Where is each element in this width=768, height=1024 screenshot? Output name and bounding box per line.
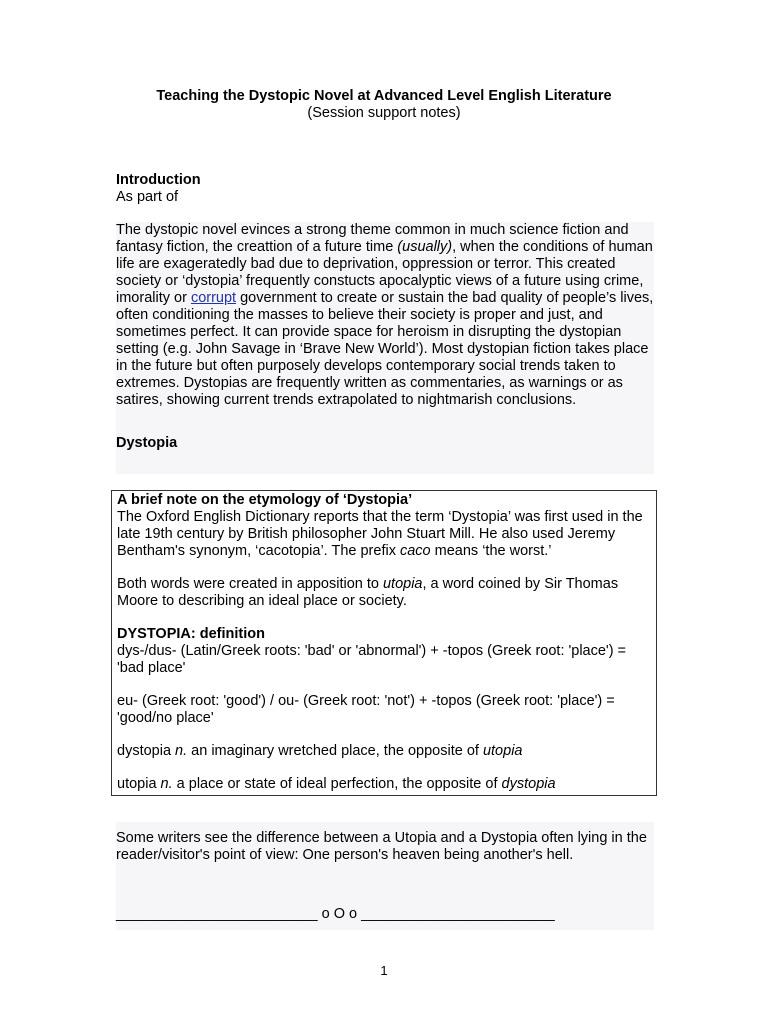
intro-text-1: The dystopic novel evinces a strong theme common in much science fiction and fantasy fiction, the creattion of a future time — [116, 222, 629, 255]
closing-section — [116, 822, 654, 930]
document-title: Teaching the Dystopic Novel at Advanced Level English Literature — [156, 88, 612, 104]
def-dystopia-text: an imaginary wretched place, the opposite of — [187, 743, 483, 759]
def-utopia-opposite: dystopia — [501, 776, 556, 792]
introduction-body — [116, 222, 654, 474]
definition-line-dystopia-roots: dys-/dus- (Latin/Greek roots: 'bad' or 'abnormal') + -topos (Greek root: 'place') = 'bad place' — [117, 643, 627, 676]
definition-line-utopia-roots: eu- (Greek root: 'good') / ou- (Greek root: 'not') + -topos (Greek root: 'place') = 'good/no place' — [117, 693, 615, 726]
def-dystopia-pos: n. — [175, 743, 188, 759]
definition-dystopia — [117, 743, 656, 760]
etym-p1-text: The Oxford English Dictionary reports that the term ‘Dystopia’ was first used in the late 19th century by British philosopher John Stuart Mill. He also used Jeremy Bentham's synonym, ‘cacotopia’. The prefix — [117, 509, 643, 559]
etymology-heading: A brief note on the etymology of ‘Dystopia’ — [117, 492, 413, 508]
etymology-paragraph-1 — [117, 509, 656, 560]
dystopia-heading: Dystopia — [116, 435, 178, 451]
etym-p1-italic: caco — [399, 543, 431, 559]
definition-heading: DYSTOPIA: definition — [117, 626, 265, 642]
introduction-paragraph — [116, 222, 654, 409]
introduction-header — [116, 172, 656, 206]
def-utopia-word: utopia — [117, 776, 157, 792]
etym-p2-italic: utopia — [382, 576, 423, 592]
def-utopia-pos: n. — [160, 776, 173, 792]
etym-p2-text: Both words were created in apposition to — [117, 576, 383, 592]
definition-utopia — [117, 776, 656, 793]
document-subtitle: (Session support notes) — [307, 105, 461, 121]
etymology-paragraph-2 — [117, 576, 656, 610]
closing-paragraph: Some writers see the difference between a Utopia and a Dystopia often lying in the reader/visitor's point of view: One person's heaven being another's hell. — [116, 830, 647, 863]
page-number: 1 — [380, 963, 388, 978]
etym-p2-text-end: , a word coined by Sir Thomas Moore to describing an ideal place or society. — [117, 576, 619, 609]
section-separator: _________________________ o O o ________________________ — [116, 906, 555, 922]
corrupt-link[interactable]: corrupt — [190, 290, 237, 306]
def-dystopia-word: dystopia — [117, 743, 172, 759]
etymology-box — [111, 490, 657, 796]
intro-text-2: , when the conditions of human life are exageratedly bad due to deprivation, oppression or terror. This created society or ‘dystopia’ frequently constucts apocalyptic views of a future using crime, imorality or — [116, 239, 653, 306]
intro-italic-usually: (usually) — [397, 239, 453, 255]
introduction-heading: Introduction — [116, 172, 201, 188]
def-utopia-text: a place or state of ideal perfection, the opposite of — [172, 776, 502, 792]
def-dystopia-opposite: utopia — [482, 743, 523, 759]
etym-p1-text-end: means ‘the worst.’ — [430, 543, 552, 559]
introduction-lead: As part of — [116, 189, 179, 205]
intro-text-3: government to create or sustain the bad quality of people’s lives, often conditioning the masses to believe their society is proper and just, and sometimes perfect. It can provide space for heroism in disrupting the dystopian setting (e.g. John Savage in ‘Brave New World’). Most dystopian fiction takes place in the future but often purposely develops contemporary social trends taken to extremes. Dystopias are frequently written as commentaries, as warnings or as satires, showing current trends extrapolated to nightmarish conclusions. — [116, 290, 654, 408]
